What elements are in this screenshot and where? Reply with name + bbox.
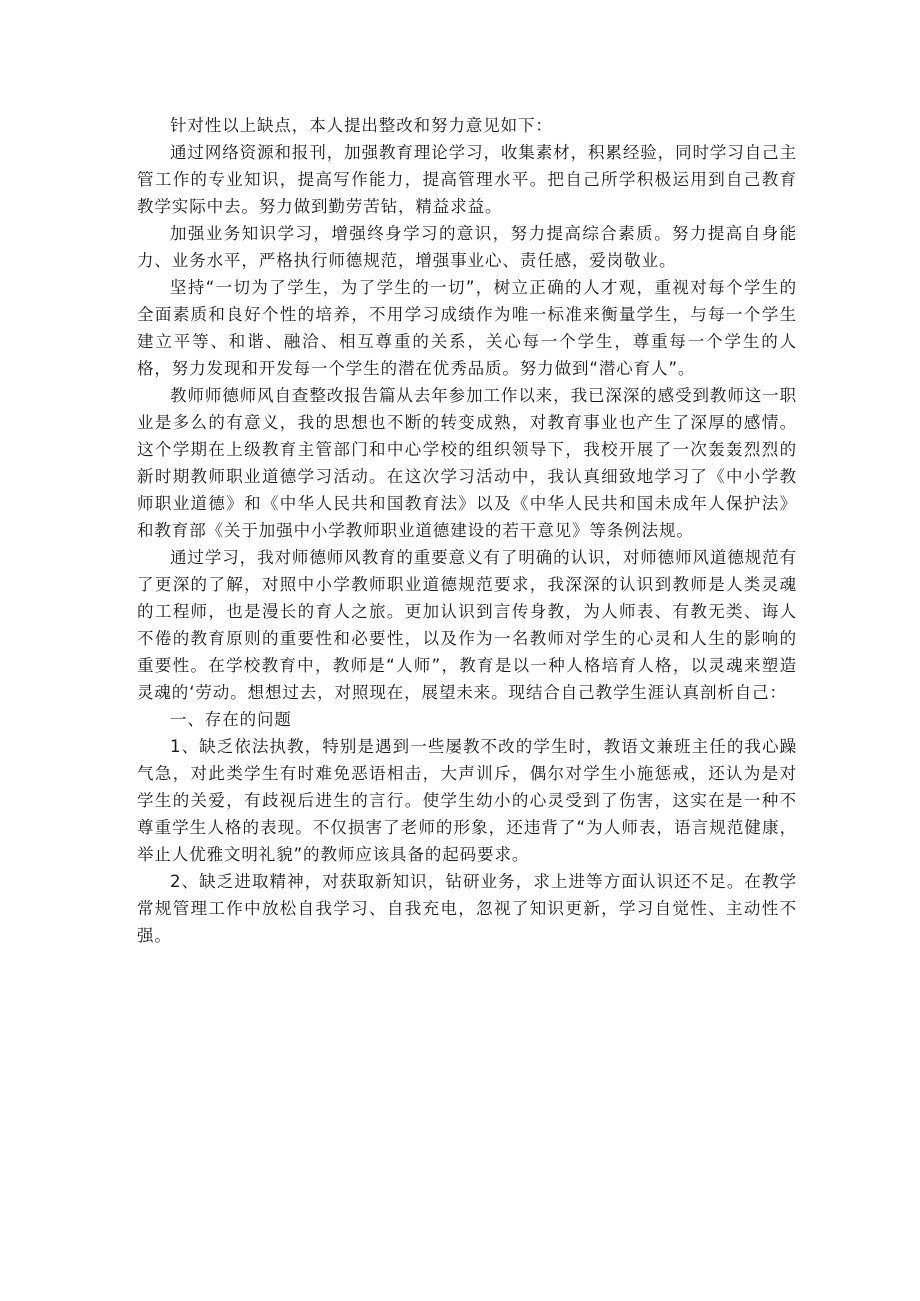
paragraph-problem-2: 2、缺乏进取精神，对获取新知识，钻研业务，求上进等方面认识还不足。在教学常规管理工作中放松自我学习、自我充电，忽视了知识更新，学习自觉性、主动性不强。 bbox=[137, 872, 797, 945]
section-heading-problems: 一、存在的问题 bbox=[170, 710, 292, 729]
paragraph-report-intro: 教师师德师风自查整改报告篇从去年参加工作以来，我已深深的感受到教师这一职业是多么的有意义，我的思想也不断的转变成熟，对教育事业也产生了深厚的感情。这个学期在上级教育主管部门和中心学校的组织领导下，我校开展了一次轰轰烈烈的新时期教师职业道德学习活动。在这次学习活动中，我认真细致地学习了《中小学教师职业道德》和《中华人民共和国教育法》以及《中华人民共和国未成年人保护法》和教育部《关于加强中小学教师职业道德建设的若干意见》等条例法规。 bbox=[137, 386, 797, 540]
paragraph-theory-study: 通过网络资源和报刊，加强教育理论学习，收集素材，积累经验，同时学习自己主管工作的专业知识，提高写作能力，提高管理水平。把自己所学积极运用到自己教育教学实际中去。努力做到勤劳苦钻，精益求益。 bbox=[137, 143, 797, 216]
paragraph-problem-1: 1、缺乏依法执教，特别是遇到一些屡教不改的学生时，教语文兼班主任的我心躁气急，对此类学生有时难免恶语相击，大声训斥，偶尔对学生小施惩戒，还认为是对学生的关爱，有歧视后进生的言行。使学生幼小的心灵受到了伤害，这实在是一种不尊重学生人格的表现。不仅损害了老师的形象，还违背了“为人师表，语言规范健康，举止人优雅文明礼貌”的教师应该具备的起码要求。 bbox=[137, 737, 797, 864]
document-body bbox=[137, 112, 797, 949]
paragraph-learning-reflection: 通过学习，我对师德师风教育的重要意义有了明确的认识，对师德师风道德规范有了更深的了解，对照中小学教师职业道德规范要求，我深深的认识到教师是人类灵魂的工程师，也是漫长的育人之旅。更加认识到言传身教，为人师表、有教无类、诲人不倦的教育原则的重要性和必要性，以及作为一名教师对学生的心灵和人生的影响的重要性。在学校教育中，教师是“人师”，教育是以一种人格培育人格，以灵魂来塑造灵魂的‘劳动。想想过去，对照现在，展望未来。现结合自己教学生涯认真剖析自己： bbox=[137, 548, 797, 702]
paragraph-intro: 针对性以上缺点，本人提出整改和努力意见如下： bbox=[170, 116, 553, 135]
paragraph-student-first: 坚持“一切为了学生，为了学生的一切”，树立正确的人才观，重视对每个学生的全面素质和良好个性的培养，不用学习成绩作为唯一标准来衡量学生，与每一个学生建立平等、和谐、融洽、相互尊重的关系，关心每一个学生，尊重每一个学生的人格，努力发现和开发每一个学生的潜在优秀品质。努力做到“潜心育人”。 bbox=[137, 278, 797, 378]
paragraph-business-study: 加强业务知识学习，增强终身学习的意识，努力提高综合素质。努力提高自身能力、业务水平，严格执行师德规范，增强事业心、责任感，爱岗敬业。 bbox=[137, 224, 797, 270]
